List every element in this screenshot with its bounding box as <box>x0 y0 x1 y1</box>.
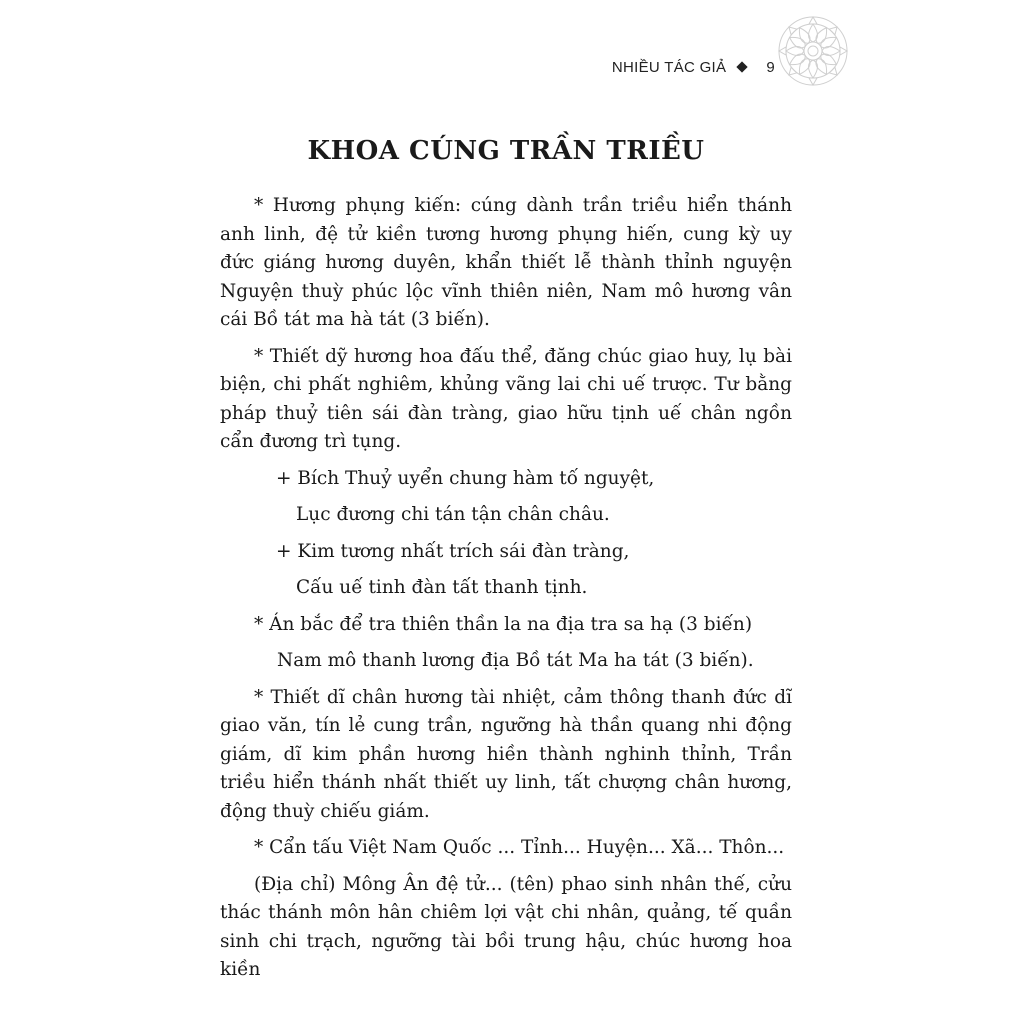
diamond-separator-icon <box>737 61 748 72</box>
paragraph-1: * Hương phụng kiến: cúng dành trần triều hiển thánh anh linh, đệ tử kiền tương hương phụng hiến, cung kỳ uy đức giáng hương duyên, khẩn thiết lễ thành thỉnh nguyện Nguyện thuỳ phúc lộc vĩnh thiên niên, Nam mô hương vân cái Bồ tát ma hà tát (3 biến). <box>220 195 792 330</box>
lotus-mandala-ornament-icon <box>777 15 849 87</box>
page-number: 9 <box>766 58 775 76</box>
verse-line-3: + Kim tương nhất trích sái đàn tràng, <box>276 540 630 562</box>
paragraph-5: * Thiết dĩ chân hương tài nhiệt, cảm thông thanh đức dĩ giao văn, tín lẻ cung trần, ngưỡng hà thần quang nhi động giám, dĩ kim phần hương hiền thành nghinh thỉnh, Trần triều hiển thánh nhất thiết uy linh, tất chượng chân hương, động thuỳ chiếu giám. <box>220 686 792 822</box>
body-text <box>220 192 792 985</box>
paragraph-3: * Án bắc để tra thiên thần la na địa tra sa hạ (3 biến) <box>254 613 753 635</box>
chapter-title: KHOA CÚNG TRẦN TRIỀU <box>307 136 705 166</box>
running-title: NHIỀU TÁC GIẢ <box>611 58 727 76</box>
verse-line-2: Lục đương chi tán tận chân châu. <box>296 504 610 525</box>
paragraph-6: * Cẩn tấu Việt Nam Quốc ... Tỉnh... Huyện... Xã... Thôn... <box>254 837 785 858</box>
running-header <box>600 56 775 78</box>
paragraph-4: Nam mô thanh lương địa Bồ tát Ma ha tát (3 biến). <box>277 650 754 671</box>
paragraph-7: (Địa chỉ) Mông Ân đệ tử... (tên) phao sinh nhân thế, cửu thác thánh môn hân chiêm lợi vật chi nhân, quảng, tế quần sinh chi trạch, ngưỡng tài bồi trung hậu, chúc hương hoa kiền <box>220 873 792 980</box>
verse-line-1: + Bích Thuỷ uyển chung hàm tố nguyệt, <box>276 467 655 489</box>
paragraph-2: * Thiết dỹ hương hoa đấu thể, đăng chúc giao huy, lụ bài biện, chi phất nghiêm, khủng vãng lai chi uế trược. Tư bằng pháp thuỷ tiên sái đàn tràng, giao hữu tịnh uế chân ngồn cẩn đương trì tụng. <box>220 345 792 452</box>
verse-line-4: Cấu uế tinh đàn tất thanh tịnh. <box>296 577 588 598</box>
